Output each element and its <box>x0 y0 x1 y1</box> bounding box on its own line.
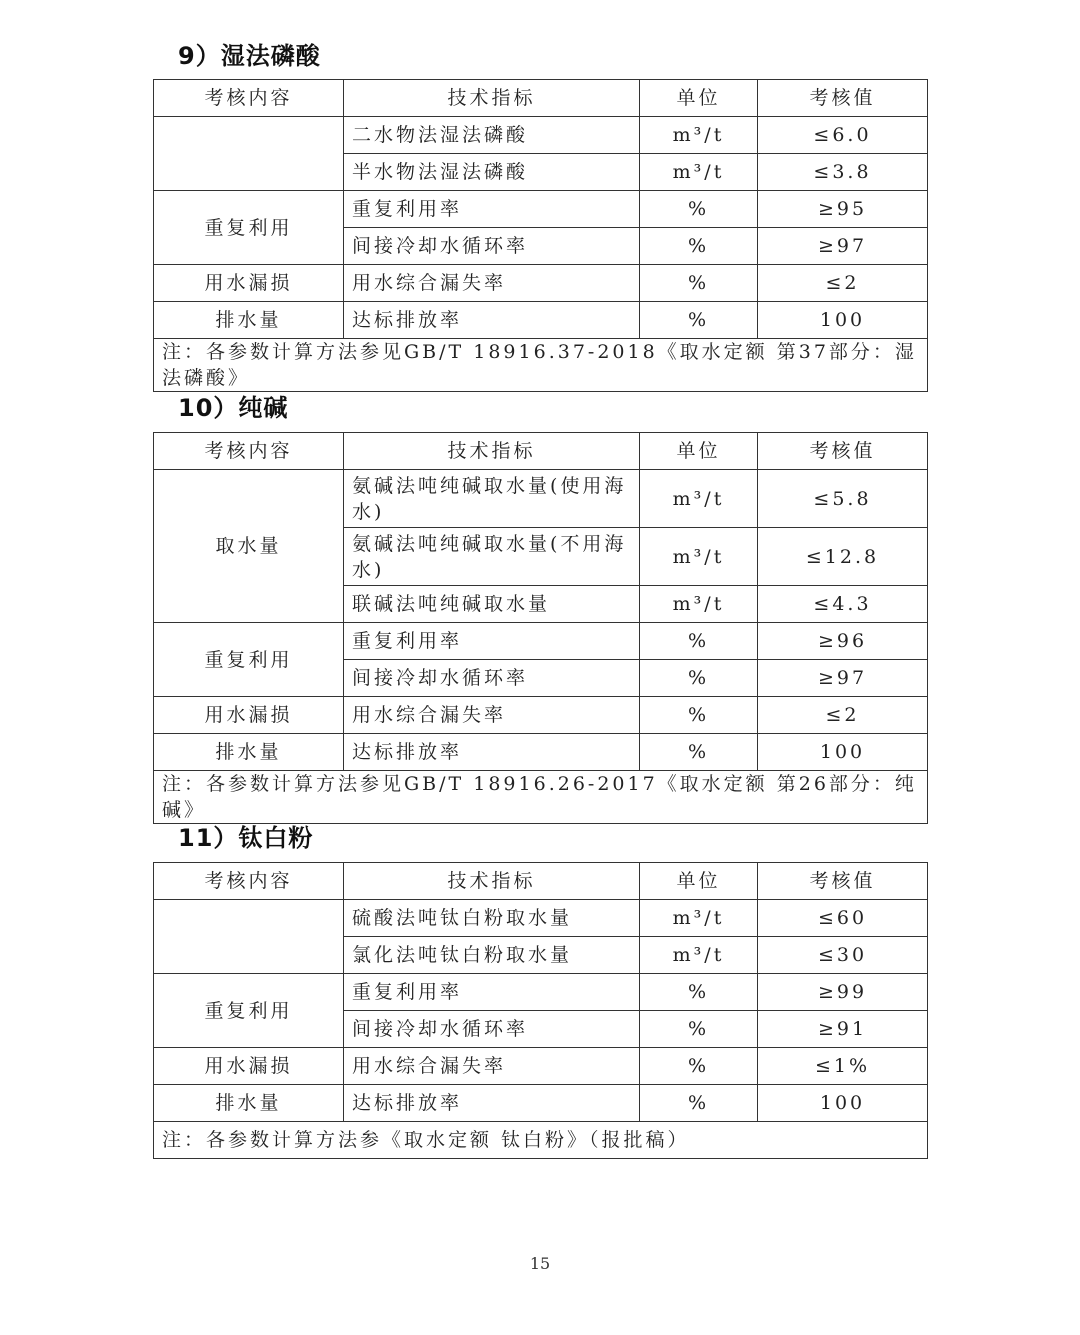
table-row <box>154 734 928 771</box>
value-cell: ≤3.8 <box>758 154 928 191</box>
table-note: 注：各参数计算方法参见GB/T 18916.26-2017《取水定额 第26部分：纯碱》 <box>154 771 928 824</box>
group-cell-empty <box>154 900 344 974</box>
indicator-cell: 用水综合漏失率 <box>344 265 640 302</box>
table-note: 注：各参数计算方法参《取水定额 钛白粉》（报批稿） <box>154 1122 928 1159</box>
unit-cell: % <box>640 1048 758 1085</box>
table-titanium-dioxide <box>153 862 928 1159</box>
page-number: 15 <box>529 1254 551 1273</box>
unit-cell: % <box>640 1085 758 1122</box>
indicator-cell: 硫酸法吨钛白粉取水量 <box>344 900 640 937</box>
header-indicator: 技术指标 <box>344 863 640 900</box>
header-assessment: 考核内容 <box>154 863 344 900</box>
group-cell-empty <box>154 117 344 191</box>
value-cell: ≤1% <box>758 1048 928 1085</box>
value-cell: ≥95 <box>758 191 928 228</box>
group-cell: 排水量 <box>154 1085 344 1122</box>
indicator-cell: 间接冷却水循环率 <box>344 660 640 697</box>
unit-cell: m³/t <box>640 586 758 623</box>
indicator-cell: 达标排放率 <box>344 734 640 771</box>
table-note-row <box>154 339 928 392</box>
table-row <box>154 974 928 1011</box>
indicator-cell: 二水物法湿法磷酸 <box>344 117 640 154</box>
group-cell: 排水量 <box>154 734 344 771</box>
header-unit: 单位 <box>640 863 758 900</box>
header-indicator: 技术指标 <box>344 80 640 117</box>
group-cell: 排水量 <box>154 302 344 339</box>
value-cell: ≤5.8 <box>758 470 928 528</box>
group-cell: 取水量 <box>154 470 344 623</box>
header-unit: 单位 <box>640 80 758 117</box>
indicator-cell: 氨碱法吨纯碱取水量(使用海水) <box>344 470 640 528</box>
header-indicator: 技术指标 <box>344 433 640 470</box>
unit-cell: m³/t <box>640 528 758 586</box>
indicator-cell: 氨碱法吨纯碱取水量(不用海水) <box>344 528 640 586</box>
table-row <box>154 697 928 734</box>
indicator-cell: 重复利用率 <box>344 623 640 660</box>
indicator-cell: 半水物法湿法磷酸 <box>344 154 640 191</box>
value-cell: ≤4.3 <box>758 586 928 623</box>
unit-cell: m³/t <box>640 937 758 974</box>
unit-cell: m³/t <box>640 154 758 191</box>
value-cell: 100 <box>758 734 928 771</box>
unit-cell: % <box>640 697 758 734</box>
header-value: 考核值 <box>758 433 928 470</box>
table-row <box>154 302 928 339</box>
table-header-row <box>154 863 928 900</box>
value-cell: ≥96 <box>758 623 928 660</box>
value-cell: ≥97 <box>758 228 928 265</box>
indicator-cell: 重复利用率 <box>344 974 640 1011</box>
table-row <box>154 623 928 660</box>
table-note-row <box>154 771 928 824</box>
table-note: 注：各参数计算方法参见GB/T 18916.37-2018《取水定额 第37部分：湿法磷酸》 <box>154 339 928 392</box>
unit-cell: % <box>640 660 758 697</box>
indicator-cell: 达标排放率 <box>344 1085 640 1122</box>
header-value: 考核值 <box>758 863 928 900</box>
unit-cell: % <box>640 265 758 302</box>
indicator-cell: 间接冷却水循环率 <box>344 1011 640 1048</box>
group-cell: 重复利用 <box>154 974 344 1048</box>
unit-cell: % <box>640 623 758 660</box>
unit-cell: % <box>640 974 758 1011</box>
indicator-cell: 间接冷却水循环率 <box>344 228 640 265</box>
value-cell: ≤12.8 <box>758 528 928 586</box>
header-value: 考核值 <box>758 80 928 117</box>
group-cell: 重复利用 <box>154 191 344 265</box>
table-row <box>154 265 928 302</box>
group-cell: 重复利用 <box>154 623 344 697</box>
table-row <box>154 470 928 528</box>
value-cell: ≥97 <box>758 660 928 697</box>
indicator-cell: 用水综合漏失率 <box>344 1048 640 1085</box>
value-cell: ≥99 <box>758 974 928 1011</box>
header-assessment: 考核内容 <box>154 433 344 470</box>
group-cell: 用水漏损 <box>154 265 344 302</box>
value-cell: ≤6.0 <box>758 117 928 154</box>
group-cell: 用水漏损 <box>154 697 344 734</box>
indicator-cell: 用水综合漏失率 <box>344 697 640 734</box>
value-cell: 100 <box>758 302 928 339</box>
header-assessment: 考核内容 <box>154 80 344 117</box>
table-row <box>154 900 928 937</box>
table-header-row <box>154 80 928 117</box>
value-cell: ≤60 <box>758 900 928 937</box>
table-row <box>154 1048 928 1085</box>
value-cell: ≤2 <box>758 265 928 302</box>
table-row <box>154 191 928 228</box>
indicator-cell: 联碱法吨纯碱取水量 <box>344 586 640 623</box>
table-note-row <box>154 1122 928 1159</box>
table-header-row <box>154 433 928 470</box>
indicator-cell: 达标排放率 <box>344 302 640 339</box>
value-cell: 100 <box>758 1085 928 1122</box>
section-10-title: 10）纯碱 <box>178 394 289 422</box>
group-cell: 用水漏损 <box>154 1048 344 1085</box>
unit-cell: % <box>640 1011 758 1048</box>
value-cell: ≥91 <box>758 1011 928 1048</box>
value-cell: ≤30 <box>758 937 928 974</box>
unit-cell: % <box>640 734 758 771</box>
table-wet-phosphoric-acid <box>153 79 928 392</box>
value-cell: ≤2 <box>758 697 928 734</box>
section-11-title: 11）钛白粉 <box>178 824 314 852</box>
unit-cell: % <box>640 228 758 265</box>
section-9-title: 9）湿法磷酸 <box>178 42 321 70</box>
table-soda-ash <box>153 432 928 824</box>
unit-cell: m³/t <box>640 117 758 154</box>
table-row <box>154 1085 928 1122</box>
unit-cell: m³/t <box>640 470 758 528</box>
unit-cell: % <box>640 302 758 339</box>
unit-cell: m³/t <box>640 900 758 937</box>
header-unit: 单位 <box>640 433 758 470</box>
unit-cell: % <box>640 191 758 228</box>
table-row <box>154 117 928 154</box>
indicator-cell: 氯化法吨钛白粉取水量 <box>344 937 640 974</box>
indicator-cell: 重复利用率 <box>344 191 640 228</box>
